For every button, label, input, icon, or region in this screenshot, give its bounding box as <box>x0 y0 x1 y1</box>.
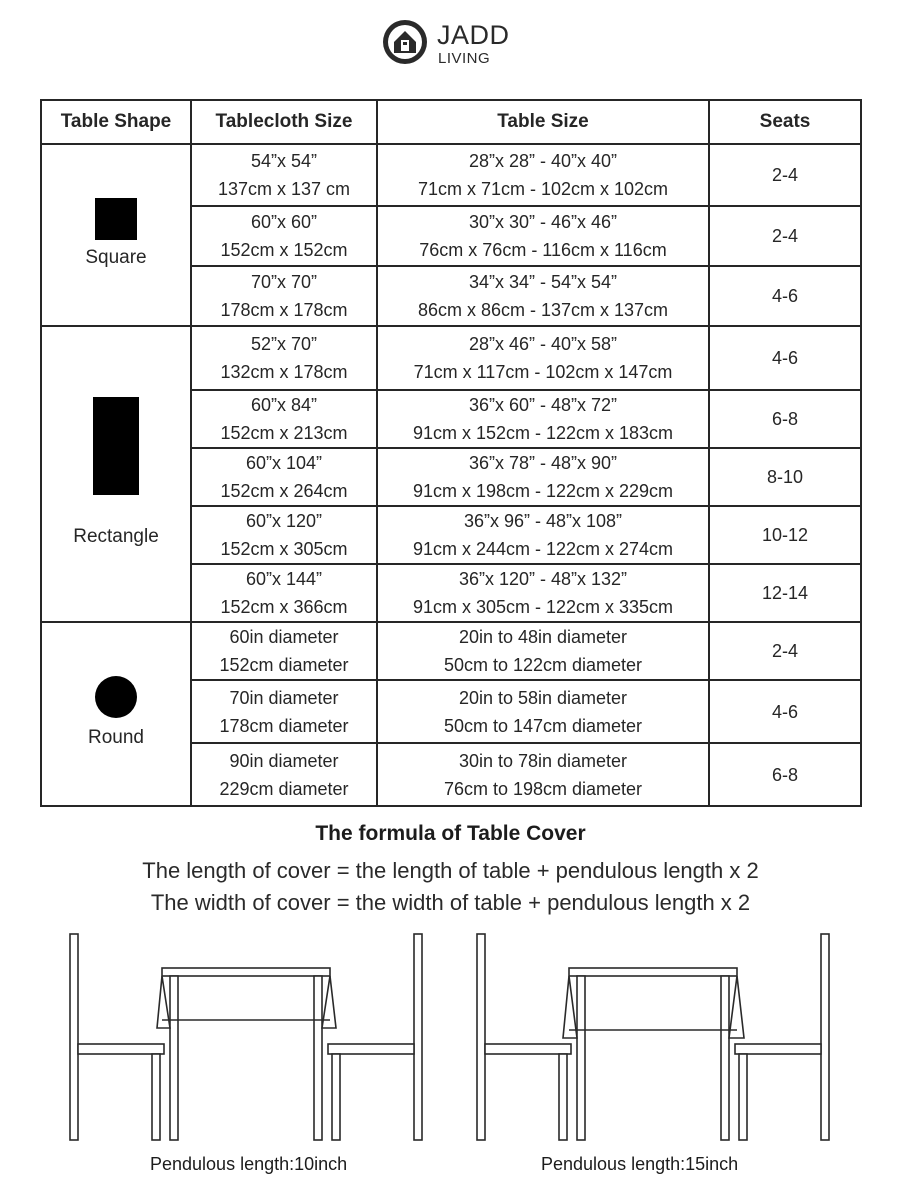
size-inches: 34”x 34” - 54”x 54” <box>468 272 618 292</box>
size-cm: 91cm x 198cm - 122cm x 229cm <box>412 481 674 501</box>
size-cm: 71cm x 71cm - 102cm x 102cm <box>417 179 669 199</box>
header-table-shape: Table Shape <box>41 100 191 144</box>
rectangle-shape-icon <box>93 397 139 495</box>
size-inches: 36”x 60” - 48”x 72” <box>468 395 618 415</box>
size-inches: 36”x 120” - 48”x 132” <box>458 569 628 589</box>
round-shape-icon <box>95 676 137 718</box>
size-cm: 91cm x 244cm - 122cm x 274cm <box>412 539 674 559</box>
size-cm: 152cm x 213cm <box>220 423 348 443</box>
seats-cell: 2-4 <box>709 144 861 206</box>
table-chairs-diagram-10inch <box>60 928 440 1148</box>
tablecloth-size-cell <box>191 206 377 266</box>
size-inches: 28”x 28” - 40”x 40” <box>468 151 618 171</box>
size-cm: 152cm x 152cm <box>220 240 348 260</box>
size-cm: 132cm x 178cm <box>220 362 348 382</box>
size-cm: 178cm x 178cm <box>220 300 348 320</box>
table-size-cell <box>377 266 709 326</box>
table-chairs-diagram-15inch <box>467 928 847 1148</box>
size-cm: 152cm x 366cm <box>220 597 348 617</box>
seats-cell: 4-6 <box>709 680 861 743</box>
brand-sub: LIVING <box>438 50 491 67</box>
seats-cell: 6-8 <box>709 390 861 448</box>
tablecloth-size-cell <box>191 326 377 390</box>
seats-cell: 8-10 <box>709 448 861 506</box>
tablecloth-size-cell <box>191 743 377 806</box>
seats-cell: 10-12 <box>709 506 861 564</box>
size-inches: 60in diameter <box>229 627 339 647</box>
table-row <box>41 622 861 680</box>
seats-cell: 6-8 <box>709 743 861 806</box>
size-inches: 60”x 60” <box>250 212 318 232</box>
shape-label: Square <box>85 247 147 268</box>
table-size-cell <box>377 326 709 390</box>
shape-label: Round <box>88 727 144 748</box>
table-size-cell <box>377 390 709 448</box>
header-table-size: Table Size <box>377 100 709 144</box>
brand-logo <box>381 18 541 70</box>
pendulous-caption-right: Pendulous length:15inch <box>541 1154 739 1174</box>
size-inches: 54”x 54” <box>250 151 318 171</box>
size-inches: 20in to 58in diameter <box>458 687 628 708</box>
seats-cell: 4-6 <box>709 266 861 326</box>
tablecloth-size-cell <box>191 564 377 622</box>
formula-length-line: The length of cover = the length of table + pendulous length x 2 <box>142 858 759 883</box>
shape-label: Rectangle <box>73 526 159 547</box>
tablecloth-size-cell <box>191 390 377 448</box>
table-size-cell <box>377 622 709 680</box>
formula-width-line: The width of cover = the width of table + pendulous length x 2 <box>150 890 751 915</box>
size-inches: 60”x 104” <box>245 453 323 473</box>
tablecloth-size-cell <box>191 266 377 326</box>
size-cm: 178cm diameter <box>219 715 349 736</box>
size-inches: 20in to 48in diameter <box>458 627 628 647</box>
size-cm: 76cm to 198cm diameter <box>443 778 643 799</box>
table-row <box>41 144 861 206</box>
size-cm: 50cm to 122cm diameter <box>443 655 643 675</box>
size-cm: 229cm diameter <box>219 778 349 799</box>
table-size-cell <box>377 743 709 806</box>
seats-cell: 4-6 <box>709 326 861 390</box>
size-cm: 71cm x 117cm - 102cm x 147cm <box>413 362 673 382</box>
size-cm: 91cm x 305cm - 122cm x 335cm <box>412 597 674 617</box>
size-cm: 50cm to 147cm diameter <box>443 715 643 736</box>
table-size-cell <box>377 680 709 743</box>
size-cm: 152cm x 305cm <box>220 539 348 559</box>
seats-cell: 2-4 <box>709 206 861 266</box>
size-inches: 30in to 78in diameter <box>458 750 628 771</box>
formula-title: The formula of Table Cover <box>315 822 586 845</box>
size-cm: 86cm x 86cm - 137cm x 137cm <box>417 300 669 320</box>
size-inches: 28”x 46” - 40”x 58” <box>468 334 618 354</box>
size-inches: 60”x 120” <box>245 511 323 531</box>
size-cm: 152cm x 264cm <box>220 481 348 501</box>
size-cm: 76cm x 76cm - 116cm x 116cm <box>419 240 667 260</box>
table-header-row <box>41 100 861 144</box>
shape-cell-square <box>41 144 191 326</box>
table-size-cell <box>377 448 709 506</box>
table-size-cell <box>377 564 709 622</box>
size-inches: 70in diameter <box>229 687 339 708</box>
table-size-cell <box>377 506 709 564</box>
shape-cell-round <box>41 622 191 806</box>
size-inches: 60”x 84” <box>250 395 318 415</box>
header-tablecloth-size: Tablecloth Size <box>191 100 377 144</box>
table-size-cell <box>377 206 709 266</box>
size-inches: 30”x 30” - 46”x 46” <box>468 212 618 232</box>
size-cm: 91cm x 152cm - 122cm x 183cm <box>412 423 674 443</box>
tablecloth-size-cell <box>191 448 377 506</box>
shape-cell-rectangle <box>41 326 191 622</box>
size-inches: 36”x 96” - 48”x 108” <box>463 511 623 531</box>
size-chart-table <box>40 99 862 807</box>
size-inches: 60”x 144” <box>245 569 323 589</box>
pendulous-caption-left: Pendulous length:10inch <box>150 1154 348 1174</box>
tablecloth-size-cell <box>191 680 377 743</box>
tablecloth-size-cell <box>191 506 377 564</box>
square-shape-icon <box>95 198 137 240</box>
size-inches: 90in diameter <box>229 750 339 771</box>
size-cm: 152cm diameter <box>219 655 349 675</box>
header-seats: Seats <box>709 100 861 144</box>
size-inches: 52”x 70” <box>250 334 318 354</box>
tablecloth-size-cell <box>191 144 377 206</box>
tablecloth-size-cell <box>191 622 377 680</box>
table-size-cell <box>377 144 709 206</box>
house-logo-icon <box>381 18 429 66</box>
table-row <box>41 326 861 390</box>
size-inches: 70”x 70” <box>250 272 318 292</box>
seats-cell: 12-14 <box>709 564 861 622</box>
brand-name: JADD <box>437 20 510 50</box>
size-cm: 137cm x 137 cm <box>217 179 351 199</box>
seats-cell: 2-4 <box>709 622 861 680</box>
size-inches: 36”x 78” - 48”x 90” <box>468 453 618 473</box>
